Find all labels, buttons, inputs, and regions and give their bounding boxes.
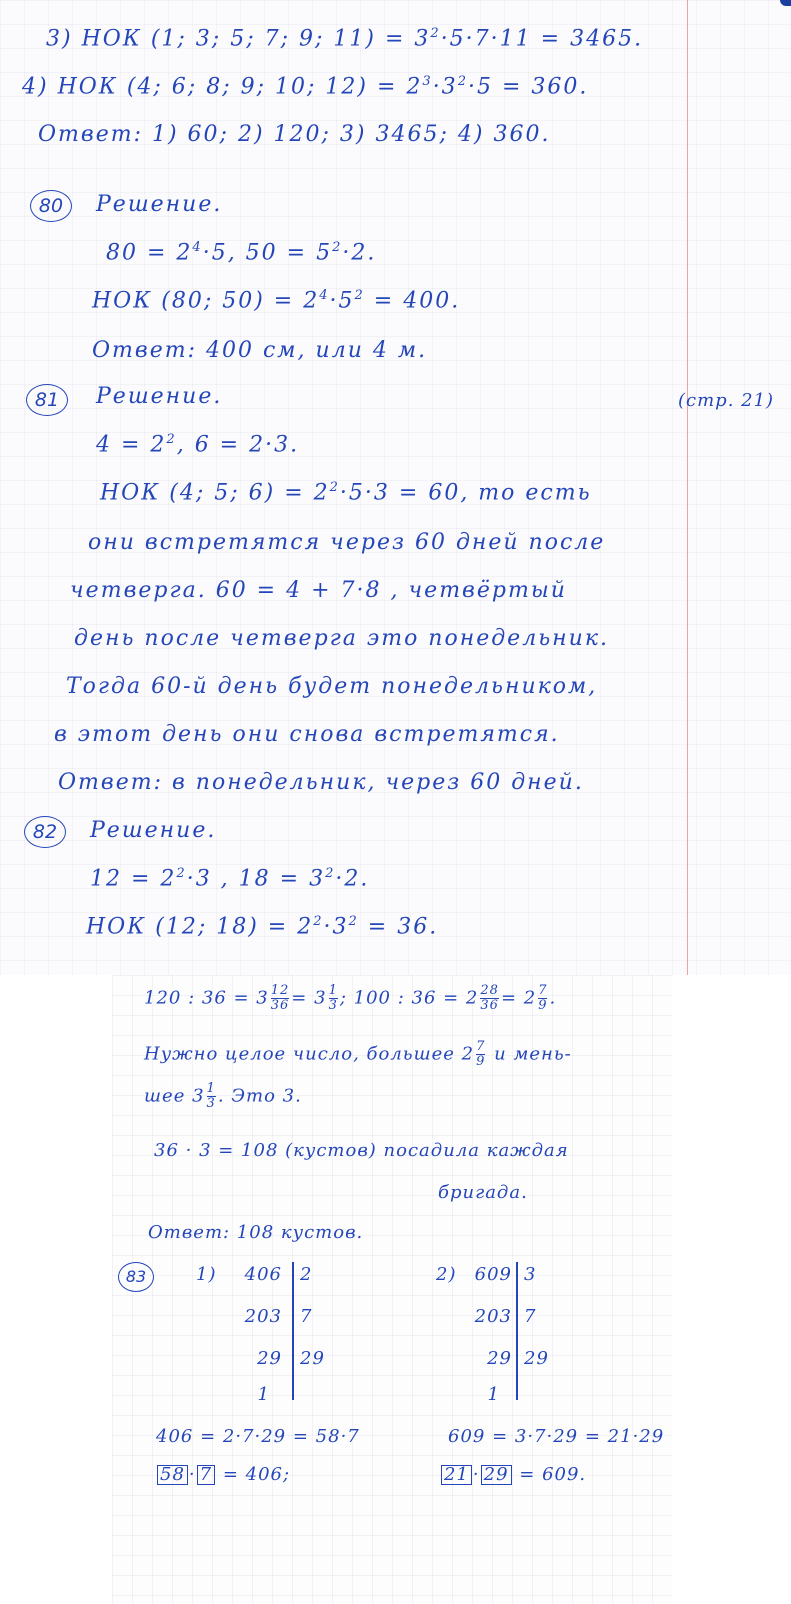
p81-line-5: день после четверга это понедельник. <box>74 626 609 651</box>
p81-answer: Ответ: в понедельник, через 60 дней. <box>58 770 584 795</box>
p82-need-1: Нужно целое число, большее 2 $\frac{7}{9}$ и мень- <box>144 1039 572 1069</box>
p81-title: Решение. <box>96 384 223 409</box>
p81-line-7: в этот день они снова встретятся. <box>54 722 560 747</box>
p82-line-2: НОК (12; $18) = 2^2\cdot 3^2 = 36$. <box>86 914 439 940</box>
page-reference: (стр. 21) <box>678 390 775 411</box>
p83-part2-divider <box>516 1262 518 1400</box>
boxed-factor: 7 <box>197 1465 215 1485</box>
p83-part2-left-2: 29 <box>487 1348 512 1369</box>
p83-part1-equation: 406 = 2·7·29 = 58·7 <box>156 1426 360 1447</box>
p83-part1-left-2: 29 <box>257 1348 282 1369</box>
p82-need-2: шее 3 $\frac{1}{3}$ . Это 3. <box>144 1081 302 1111</box>
p82-title: Решение. <box>90 818 217 843</box>
p83-part1-right-1: 7 <box>300 1306 313 1327</box>
p81-line-3: они встретятся через 60 дней после <box>88 530 606 555</box>
p83-part2-right-0: 3 <box>524 1264 537 1285</box>
p83-part2-left-3: 1 <box>487 1384 500 1405</box>
p80-title: Решение. <box>96 192 223 217</box>
p80-answer: Ответ: 400 см, или 4 м. <box>92 338 428 363</box>
p82-plant-2: бригада. <box>438 1182 528 1203</box>
p81-line-4: четверга. 60 = 4 + 7·8 , четвёртый <box>70 578 567 603</box>
p83-part2-equation: 609 = 3·7·29 = 21·29 <box>448 1426 665 1447</box>
p83-part2-check: 21 · 29 = 609. <box>440 1464 586 1485</box>
boxed-factor: 29 <box>481 1465 512 1485</box>
p79-line-4: 4) НОК (4; 6; 8; 9; 10; $12) = 2^3\cdot 3^2\cdot 5 = 360$. <box>22 74 589 100</box>
p83-part2-left-1: 203 <box>474 1306 512 1327</box>
p83-part1-right-2: 29 <box>300 1348 325 1369</box>
p81-line-1: $4 = 2^2$, 6 = 2·3. <box>96 432 300 458</box>
p82-line-1: $12 = 2^2\cdot 3$ , $18 = 3^2\cdot 2$. <box>90 866 370 892</box>
p82-calc: 120 : 36 = 3 $\frac{12}{36}$ = 3 $\frac{1}{3}$ ; 100 : 36 = 2 $\frac{28}{36}$ = 2 $\frac{7}{9}$ . <box>144 983 557 1013</box>
p79-line-3: 3) НОК (1; 3; 5; 7; 9; $11) = 3^2\cdot 5\cdot 7\cdot 11 = 3465$. <box>46 26 644 52</box>
problem-number-82: 82 <box>24 816 66 848</box>
p83-part1-divider <box>292 1262 294 1400</box>
p79-answer: Ответ: 1) 60; 2) 120; 3) 3465; 4) 360. <box>38 122 551 147</box>
boxed-factor: 58 <box>157 1465 188 1485</box>
boxed-factor: 21 <box>441 1465 472 1485</box>
p83-part1-check: 58 · 7 = 406; <box>156 1464 290 1485</box>
p83-part1-left-1: 203 <box>244 1306 282 1327</box>
p80-line-2: НОК (80; $50) = 2^4\cdot 5^2 = 400$. <box>92 288 461 314</box>
margin-line <box>687 0 688 975</box>
p81-line-6: Тогда 60-й день будет понедельником, <box>66 674 598 699</box>
p83-part2-left-0: 609 <box>474 1264 512 1285</box>
p81-line-2: НОК (4; 5; $6) = 2^2\cdot 5\cdot 3 = 60$, то есть <box>100 480 592 506</box>
problem-number-81: 81 <box>26 384 68 416</box>
problem-number-83: 83 <box>118 1262 154 1292</box>
p82-plant-1: 36 · 3 = 108 (кустов) посадила каждая <box>154 1140 569 1161</box>
p83-part1-left-0: 406 <box>244 1264 282 1285</box>
p83-part2-right-2: 29 <box>524 1348 549 1369</box>
problem-number-80: 80 <box>30 190 72 222</box>
p83-part2-right-1: 7 <box>524 1306 537 1327</box>
p83-part1-label: 1) <box>196 1264 217 1285</box>
p82-answer: Ответ: 108 кустов. <box>148 1222 364 1243</box>
notebook-page-bottom <box>112 975 672 1604</box>
p80-line-1: $80 = 2^4\cdot 5$, $50 = 5^2\cdot 2$. <box>106 240 377 266</box>
p83-part2-label: 2) <box>436 1264 457 1285</box>
p83-part1-right-0: 2 <box>300 1264 313 1285</box>
p83-part1-left-3: 1 <box>257 1384 270 1405</box>
